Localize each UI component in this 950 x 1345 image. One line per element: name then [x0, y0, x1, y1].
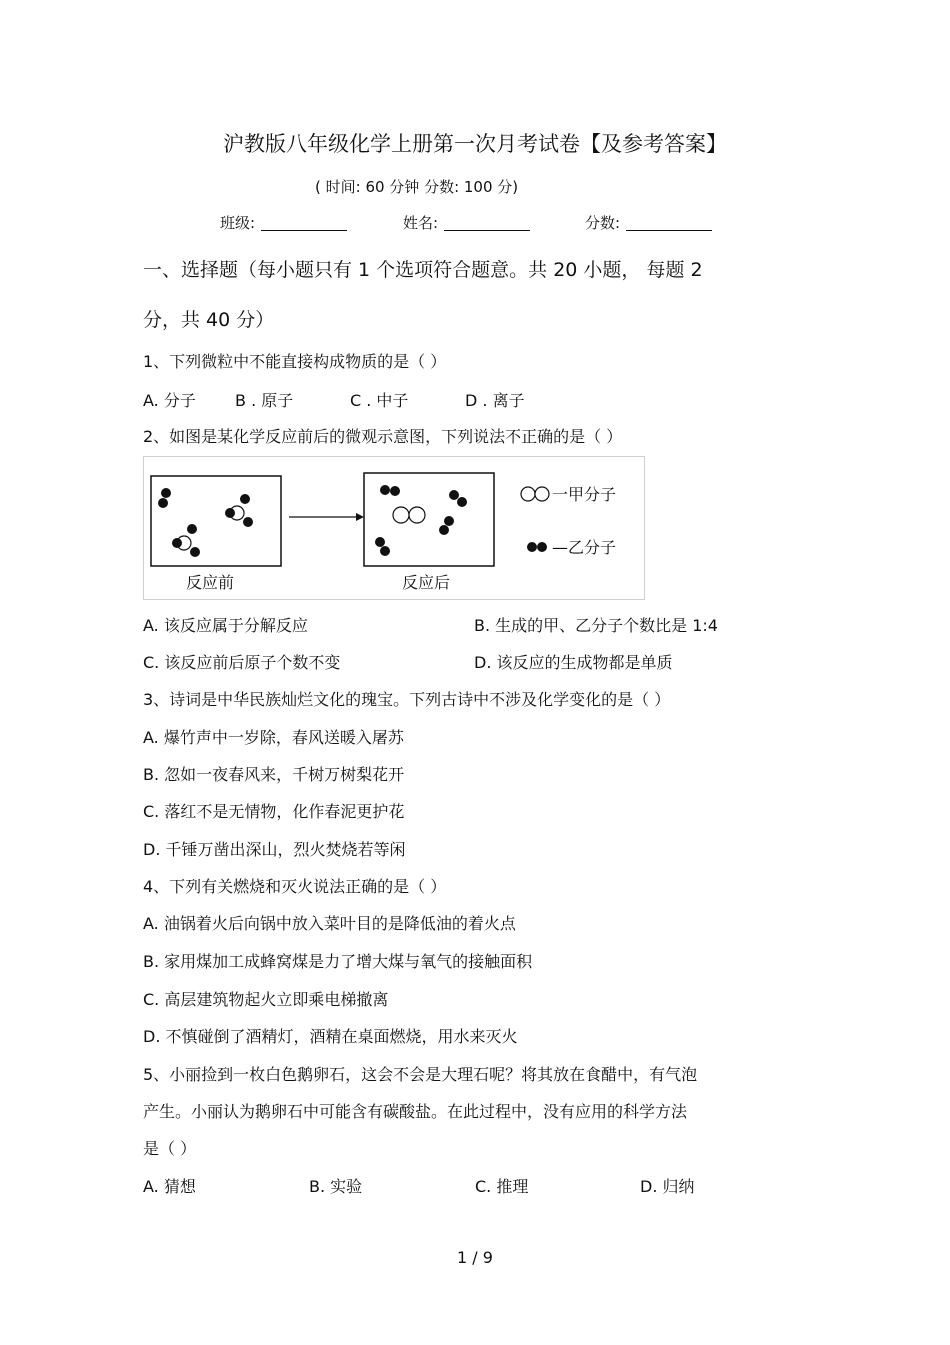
reaction-diagram	[143, 456, 645, 600]
q3-stem: 3、诗词是中华民族灿烂文化的瑰宝。下列古诗中不涉及化学变化的是（ ）	[143, 690, 671, 709]
q1-stem: 1、下列微粒中不能直接构成物质的是（ ）	[143, 352, 447, 371]
q5-stem-line3: 是（ ）	[143, 1139, 197, 1158]
q2-option-a: A. 该反应属于分解反应	[143, 616, 308, 635]
class-field	[220, 212, 347, 233]
q1-option-a: A. 分子	[143, 391, 196, 410]
section-heading-line1: 一、选择题（每小题只有 1 个选项符合题意。共 20 小题， 每题 2	[143, 259, 703, 281]
q1-option-c: C . 中子	[350, 391, 409, 410]
legend-b-symbol	[527, 542, 537, 552]
before-molecule-2	[225, 494, 253, 527]
name-label: 姓名:	[403, 214, 439, 232]
before-molecule-3	[172, 524, 200, 557]
after-molecule-3	[393, 507, 425, 523]
legend-a-symbol	[521, 487, 535, 501]
legend-a-label: 一甲分子	[552, 485, 617, 504]
after-label: 反应后	[402, 573, 451, 592]
q4-stem: 4、下列有关燃烧和灭火说法正确的是（ ）	[143, 877, 447, 896]
name-field	[403, 212, 530, 233]
q3-option-d: D. 千锤万凿出深山，烈火焚烧若等闲	[143, 840, 406, 859]
score-label: 分数:	[585, 214, 621, 232]
after-molecule-2	[449, 490, 467, 507]
q2-option-d: D. 该反应的生成物都是单质	[474, 653, 673, 672]
q2-stem: 2、如图是某化学反应前后的微观示意图，下列说法不正确的是（ ）	[143, 427, 623, 446]
q1-option-b: B . 原子	[235, 391, 294, 410]
q2-option-b: B. 生成的甲、乙分子个数比是 1:4	[474, 616, 718, 635]
q4-option-c: C. 高层建筑物起火立即乘电梯撤离	[143, 990, 389, 1009]
after-molecule-4	[439, 516, 454, 535]
legend-b-label: —乙分子	[552, 538, 617, 557]
before-molecule-1	[158, 488, 171, 508]
q5-stem-line1: 5、小丽捡到一枚白色鹅卵石，这会不会是大理石呢？将其放在食醋中，有气泡	[143, 1065, 698, 1084]
q1-option-d: D . 离子	[465, 391, 525, 410]
q5-stem-line2: 产生。小丽认为鹅卵石中可能含有碳酸盐。在此过程中，没有应用的科学方法	[143, 1102, 688, 1121]
page-title: 沪教版八年级化学上册第一次月考试卷【及参考答案】	[223, 132, 727, 156]
class-blank[interactable]	[261, 214, 347, 231]
section-heading-line2: 分，共 40 分）	[143, 309, 275, 331]
q5-option-c: C. 推理	[475, 1177, 529, 1196]
q3-option-a: A. 爆竹声中一岁除，春风送暖入屠苏	[143, 728, 404, 747]
q2-option-c: C. 该反应前后原子个数不变	[143, 653, 341, 672]
before-label: 反应前	[186, 573, 235, 592]
q4-option-a: A. 油锅着火后向锅中放入菜叶目的是降低油的着火点	[143, 914, 516, 933]
exam-info: ( 时间: 60 分钟 分数: 100 分)	[315, 178, 519, 196]
q3-option-b: B. 忽如一夜春风来，千树万树梨花开	[143, 765, 405, 784]
q4-option-d: D. 不慎碰倒了酒精灯，酒精在桌面燃烧，用水来灭火	[143, 1027, 518, 1046]
score-field	[585, 212, 712, 233]
before-box	[151, 476, 281, 566]
name-blank[interactable]	[444, 214, 530, 231]
q3-option-c: C. 落红不是无情物，化作春泥更护花	[143, 802, 405, 821]
q4-option-b: B. 家用煤加工成蜂窝煤是力了增大煤与氧气的接触面积	[143, 952, 533, 971]
q5-option-b: B. 实验	[309, 1177, 363, 1196]
after-molecule-1	[380, 485, 400, 496]
score-blank[interactable]	[626, 214, 712, 231]
class-label: 班级:	[220, 214, 256, 232]
page-number: 1 / 9	[457, 1248, 493, 1267]
after-molecule-5	[375, 537, 390, 556]
q5-option-a: A. 猜想	[143, 1177, 196, 1196]
q5-option-d: D. 归纳	[640, 1177, 695, 1196]
